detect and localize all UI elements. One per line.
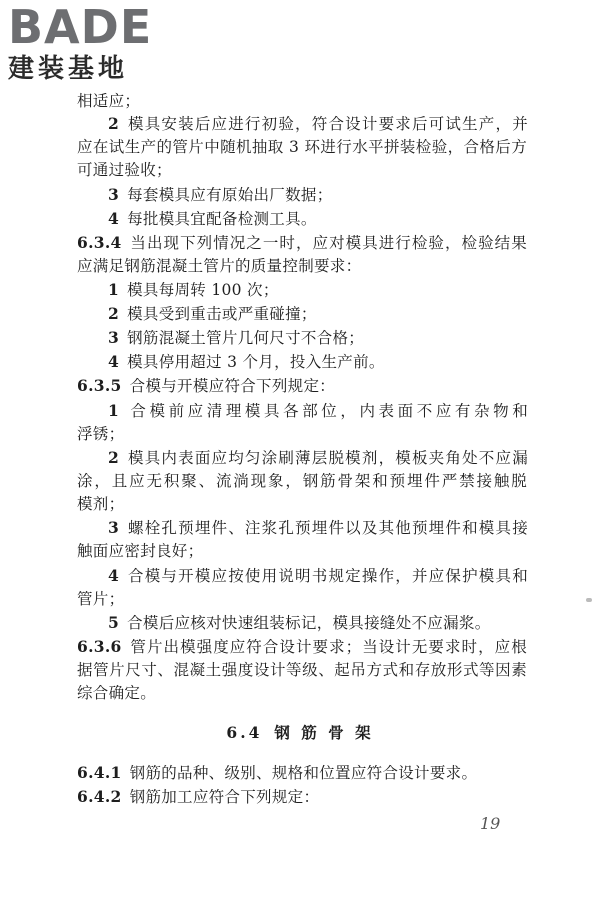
clause-6-3-4-line-2: 应满足钢筋混凝土管片的质量控制要求： <box>77 257 362 275</box>
list-b-item-1-line-1: 1 合模前应清理模具各部位，内表面不应有杂物和 <box>108 401 528 420</box>
logo-brand: BADE <box>8 0 153 54</box>
continuation-line: 相适应； <box>77 92 141 110</box>
page-number: 19 <box>480 814 501 833</box>
item-3: 3 每套模具应有原始出厂数据； <box>108 185 333 204</box>
list-b-item-4-line-2: 管片； <box>77 590 125 608</box>
clause-6-3-5: 6.3.5 合模与开模应符合下列规定： <box>77 376 336 395</box>
item-2-line-3: 可通过验收； <box>77 161 172 179</box>
list-a-item-3: 3 钢筋混凝土管片几何尺寸不合格； <box>108 328 365 347</box>
list-a-item-1: 1 模具每周转 100 次； <box>108 280 279 299</box>
item-4: 4 每批模具宜配备检测工具。 <box>108 209 317 228</box>
item-2-line-1: 2 模具安装后应进行初验，符合设计要求后可试生产，并 <box>108 114 528 133</box>
clause-6-3-6-line-2: 据管片尺寸、混凝土强度设计等级、起吊方式和存放形式等因素 <box>77 661 527 679</box>
margin-mark <box>586 598 592 602</box>
list-b-item-5: 5 合模后应核对快速组装标记，模具接缝处不应漏浆。 <box>108 613 491 632</box>
logo-subtitle: 建装基地 <box>8 54 129 84</box>
list-a-item-2: 2 模具受到重击或严重碰撞； <box>108 304 317 323</box>
list-b-item-2-line-3: 模剂； <box>77 495 125 513</box>
list-b-item-3-line-2: 触面应密封良好； <box>77 542 204 560</box>
list-b-item-2-line-1: 2 模具内表面应均匀涂刷薄层脱模剂，模板夹角处不应漏 <box>108 448 528 467</box>
list-b-item-4-line-1: 4 合模与开模应按使用说明书规定操作，并应保护模具和 <box>108 566 528 585</box>
list-a-item-4: 4 模具停用超过 3 个月，投入生产前。 <box>108 352 385 371</box>
list-b-item-3-line-1: 3 螺栓孔预埋件、注浆孔预埋件以及其他预埋件和模具接 <box>108 518 528 537</box>
clause-6-3-6-line-1: 6.3.6 管片出模强度应符合设计要求；当设计无要求时，应根 <box>77 637 527 656</box>
clause-6-4-2: 6.4.2 钢筋加工应符合下列规定： <box>77 787 320 806</box>
clause-6-3-6-line-3: 综合确定。 <box>77 684 157 702</box>
clause-6-4-1: 6.4.1 钢筋的品种、级别、规格和位置应符合设计要求。 <box>77 763 478 782</box>
list-b-item-2-line-2: 涂，且应无积聚、流淌现象，钢筋骨架和预埋件严禁接触脱 <box>77 472 527 490</box>
section-heading-6-4: 6.4 钢 筋 骨 架 <box>226 723 374 742</box>
clause-6-3-4-line-1: 6.3.4 当出现下列情况之一时，应对模具进行检验，检验结果 <box>77 233 527 252</box>
item-2-line-2: 应在试生产的管片中随机抽取 3 环进行水平拼装检验，合格后方 <box>77 138 527 156</box>
list-b-item-1-line-2: 浮锈； <box>77 425 125 443</box>
